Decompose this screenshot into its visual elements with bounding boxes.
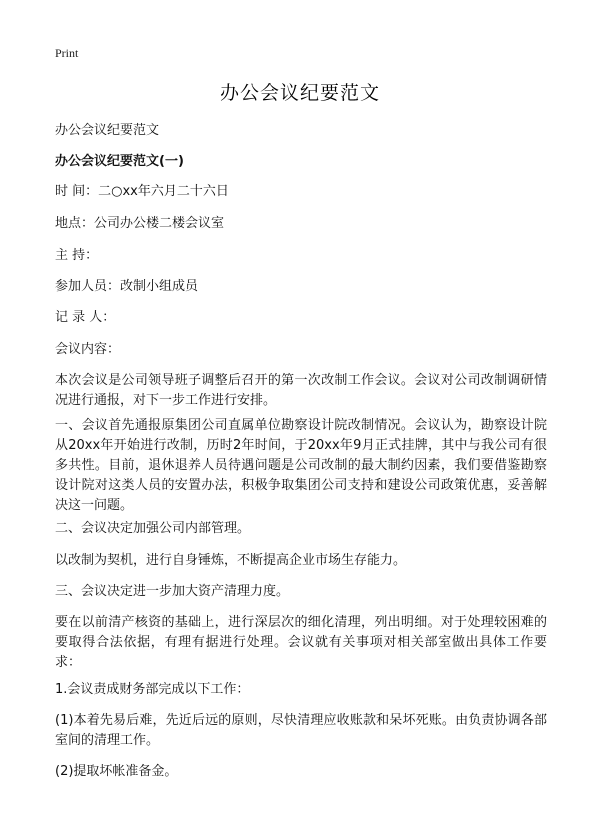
document-title: 办公会议纪要范文 [219,82,380,104]
meeting-location: 地点：公司办公楼二楼会议室 [55,216,225,231]
section-title: 办公会议纪要范文(一) [55,154,184,169]
paragraph-task-one: (1)本着先易后难，先近后远的原则，尽快清理应收账款和呆坏死账。由负责协调各部室间的清理工作。 [55,713,547,748]
meeting-host: 主 持： [55,248,99,263]
paragraph-intro: 本次会议是公司领导班子调整后召开的第一次改制工作会议。会议对公司改制调研情况进行通报，对下一步工作进行安排。 [55,373,547,408]
paragraph-section-three: 三、会议决定进一步加大资产清理力度。 [55,584,290,599]
paragraph-task-two: (2)提取坏帐准备金。 [55,764,178,779]
document-subtitle: 办公会议纪要范文 [55,123,160,138]
meeting-attendees: 参加人员：改制小组成员 [55,279,199,294]
meeting-time: 时 间：二○xx年六月二十六日 [55,184,229,199]
print-label: Print [55,46,79,60]
meeting-recorder: 记 录 人： [55,310,116,325]
paragraph-section-two: 二、会议决定加强公司内部管理。 [55,521,251,536]
meeting-content-label: 会议内容： [55,342,121,357]
paragraph-section-three-detail: 要在以前清产核资的基础上，进行深层次的细化清理，列出明细。对于处理较困难的要取得合法依据，有理有据进行处理。会议就有关事项对相关部室做出具体工作要求： [55,615,547,670]
paragraph-section-two-detail: 以改制为契机，进行自身锤炼，不断提高企业市场生存能力。 [55,553,407,568]
paragraph-finance-task: 1.会议责成财务部完成以下工作： [55,682,250,697]
paragraph-section-one: 一、会议首先通报原集团公司直属单位勘察设计院改制情况。会议认为，勘察设计院从20xx年开始进行改制，历时2年时间，于20xx年9月正式挂牌，其中与我公司有很多共性。目前，退休退养人员待遇问题是公司改制的最大制约因素，我们要借鉴勘察设计院对这类人员的安置办法，积极争取集团公司支持和建设公司政策优惠，妥善解决这一问题。 [55,418,547,513]
